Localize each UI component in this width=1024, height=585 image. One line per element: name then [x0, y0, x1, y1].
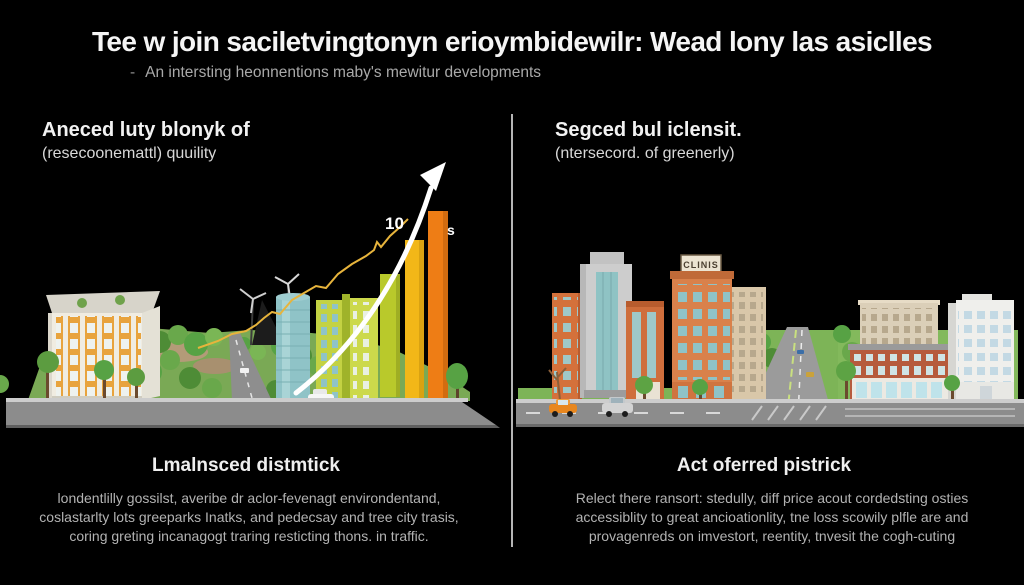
left-district-illustration: [0, 150, 512, 440]
clinic-sign-text: CLINIS: [683, 260, 719, 270]
chart-label-s: s: [447, 222, 455, 238]
street: [6, 398, 500, 428]
page-subtitle: [130, 64, 541, 82]
right-panel-subheading: (ntersecord. of greenerly): [555, 145, 735, 162]
page-title: Tee w join saciletvingtonyn erioymbidewilr: Wead lony las asiclles: [91, 26, 933, 57]
right-footer-body: Relect there ransort: stedully, diff price acout cordedsting osties accessiblity to great ancioationlity, tne loss scowily plfle are and provagenreds on imvestort, reentity, tnvesit the cogh-cuting: [575, 490, 969, 544]
left-footer-body: londentlilly gossilst, averibe dr aclor-fevenagt environdentand, coslastarlty lots greeparks Inatks, and pedecsay and tree city trasis, coring greting incanagogt traring resticting thons. in traffic.: [39, 490, 459, 544]
street: [516, 399, 1024, 427]
right-panel-heading: Segced bul iclensit.: [555, 119, 742, 141]
right-district-illustration: [512, 150, 1024, 440]
left-footer-heading: Lmalnsced distmtick: [152, 455, 340, 476]
subtitle-text: An intersting heonnentions maby's mewitur developments: [145, 64, 542, 81]
orange-tower: [552, 293, 582, 400]
distant-car: [797, 350, 804, 354]
clinic-building: [670, 255, 734, 400]
beige-building: [858, 300, 940, 351]
distant-car: [806, 372, 814, 377]
gray-glass-tower: [580, 252, 632, 398]
storefront-building: [848, 344, 952, 400]
left-panel-heading: Aneced luty blonyk of: [42, 119, 250, 141]
tan-building: [728, 287, 766, 400]
left-panel-subheading: (resecoonemattl) quuility: [42, 145, 217, 162]
right-footer-heading: Act oferred pistrick: [676, 455, 852, 476]
small-car: [240, 368, 249, 373]
chart-label-10: 10: [385, 214, 404, 233]
subtitle-dash: -: [130, 64, 136, 81]
